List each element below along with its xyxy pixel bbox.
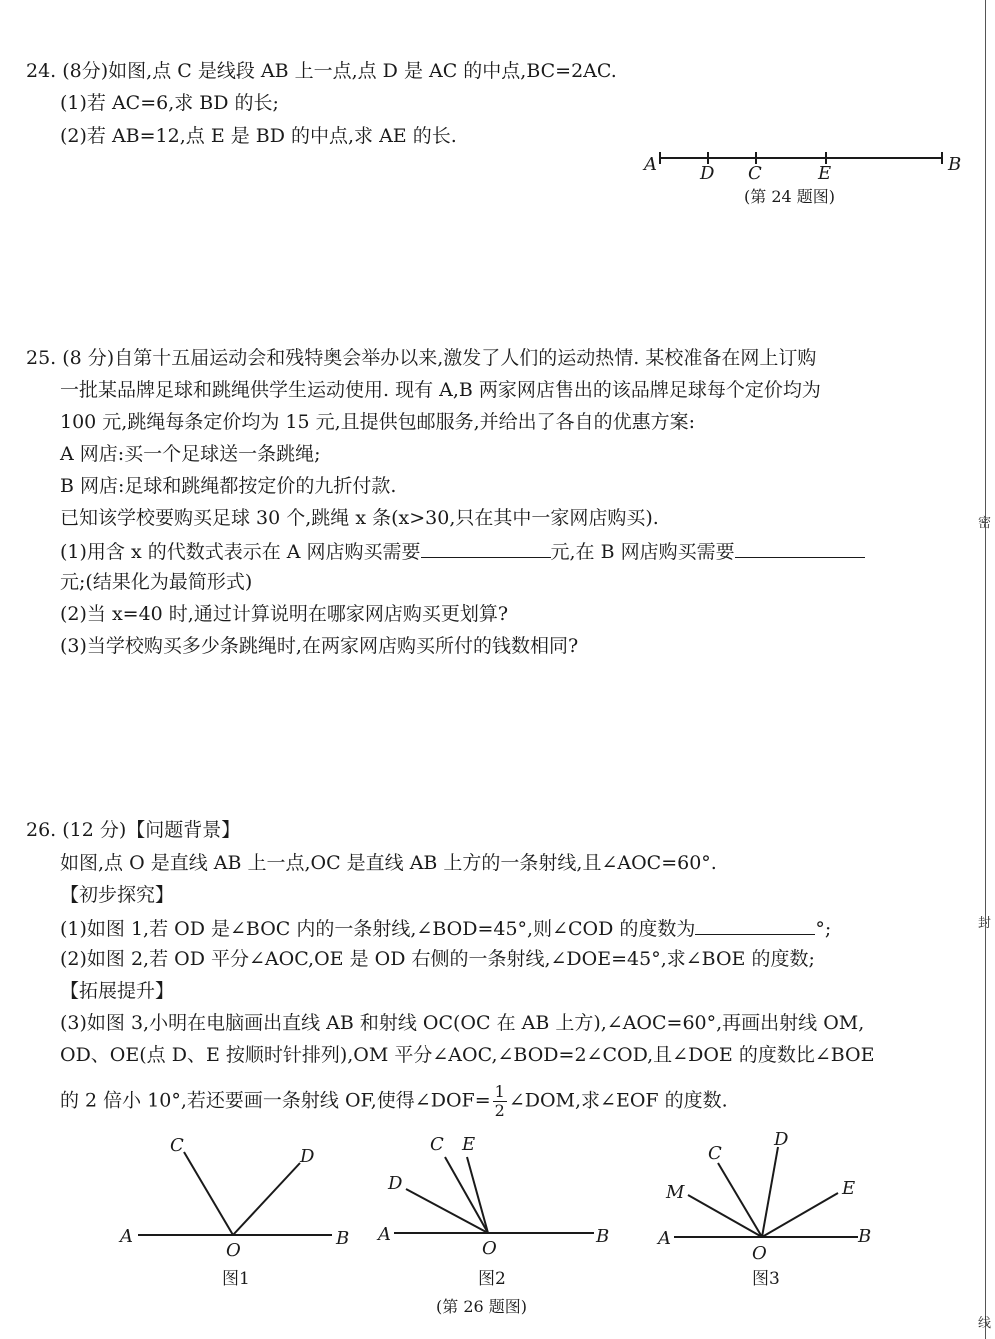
ray-oe bbox=[467, 1157, 488, 1233]
label-e: E bbox=[462, 1134, 476, 1155]
q26-part2: (2)如图 2,若 OD 平分∠AOC,OE 是 OD 右侧的一条射线,∠DOE=45°,求∠BOE 的度数; bbox=[60, 948, 815, 970]
label-d: D bbox=[774, 1129, 789, 1150]
label-d: D bbox=[388, 1173, 403, 1194]
fraction-one-half: $\frac{1}{2}$ bbox=[494, 1082, 505, 1120]
label-d: D bbox=[700, 163, 715, 184]
q26-line1: 26. (12 分)【问题背景】 bbox=[26, 819, 241, 841]
ray-od bbox=[233, 1163, 300, 1235]
q25-line2: 一批某品牌足球和跳绳供学生运动使用. 现有 A,B 两家网店售出的该品牌足球每个定价均为 bbox=[60, 379, 821, 401]
q24-figure-caption: (第 24 题图) bbox=[744, 187, 836, 206]
q26-section-extend: 【拓展提升】 bbox=[60, 980, 175, 1002]
q24-part2: (2)若 AB=12,点 E 是 BD 的中点,求 AE 的长. bbox=[60, 125, 457, 147]
q24-header: 24. (8分)如图,点 C 是线段 AB 上一点,点 D 是 AC 的中点,BC=2AC. bbox=[26, 60, 617, 82]
q25-part1-text-a: (1)用含 x 的代数式表示在 A 网店购买需要 bbox=[60, 541, 421, 563]
q26-figure2 bbox=[372, 1125, 622, 1260]
label-b: B bbox=[948, 154, 962, 175]
q25-part1-text-b: 元,在 B 网店购买需要 bbox=[550, 541, 735, 563]
q26-part3-line1: (3)如图 3,小明在电脑画出直线 AB 和射线 OC(OC 在 AB 上方),∠AOC=60°,再画出射线 OM, bbox=[60, 1012, 865, 1034]
q26-part3-line2: OD、OE(点 D、E 按顺时针排列),OM 平分∠AOC,∠BOD=2∠COD,且∠DOE 的度数比∠BOE bbox=[60, 1044, 875, 1066]
q25-part1-cont: 元;(结果化为最简形式) bbox=[60, 571, 253, 593]
ray-oc bbox=[718, 1163, 762, 1237]
label-c: C bbox=[170, 1135, 184, 1156]
figure3-name: 图3 bbox=[752, 1269, 780, 1289]
label-o: O bbox=[226, 1240, 241, 1260]
q26-section-explore: 【初步探究】 bbox=[60, 884, 175, 906]
label-e: E bbox=[842, 1178, 856, 1199]
q26-figure-caption: (第 26 题图) bbox=[436, 1297, 528, 1316]
ray-om bbox=[688, 1195, 762, 1237]
q25-part3: (3)当学校购买多少条跳绳时,在两家网店购买所付的钱数相同? bbox=[60, 635, 579, 657]
label-a: A bbox=[378, 1224, 391, 1245]
binding-mark-feng: 封 bbox=[978, 916, 992, 931]
q25-line4: A 网店:买一个足球送一条跳绳; bbox=[60, 443, 321, 465]
binding-margin-line bbox=[985, 0, 995, 1339]
q26-part1 bbox=[60, 914, 831, 942]
q26-part3-text-b: ∠DOM,求∠EOF 的度数. bbox=[508, 1089, 728, 1112]
binding-mark-mi: 密 bbox=[978, 516, 992, 531]
ray-oc bbox=[184, 1152, 233, 1235]
q25-answer-blank-b[interactable] bbox=[735, 537, 865, 558]
q26-part1-degree: °; bbox=[815, 918, 832, 940]
label-a: A bbox=[120, 1226, 133, 1247]
label-o: O bbox=[482, 1238, 497, 1259]
label-m: M bbox=[666, 1182, 685, 1203]
q25-line1: 25. (8 分)自第十五届运动会和残特奥会举办以来,激发了人们的运动热情. 某校准备在网上订购 bbox=[26, 347, 817, 369]
q25-part2: (2)当 x=40 时,通过计算说明在哪家网店购买更划算? bbox=[60, 603, 509, 625]
label-b: B bbox=[858, 1226, 872, 1247]
q24-part1: (1)若 AC=6,求 BD 的长; bbox=[60, 92, 279, 114]
q26-figure1 bbox=[110, 1125, 360, 1260]
q26-part3-text-a: 的 2 倍小 10°,若还要画一条射线 OF,使得∠DOF= bbox=[60, 1089, 491, 1112]
q25-line6: 已知该学校要购买足球 30 个,跳绳 x 条(x>30,只在其中一家网店购买). bbox=[60, 507, 659, 529]
binding-mark-xian: 线 bbox=[978, 1316, 992, 1331]
q26-line2: 如图,点 O 是直线 AB 上一点,OC 是直线 AB 上方的一条射线,且∠AOC=60°. bbox=[60, 852, 717, 874]
q26-figure3 bbox=[652, 1125, 892, 1260]
q25-line5: B 网店:足球和跳绳都按定价的九折付款. bbox=[60, 475, 397, 497]
q25-line3: 100 元,跳绳每条定价均为 15 元,且提供包邮服务,并给出了各自的优惠方案: bbox=[60, 411, 696, 433]
label-a: A bbox=[658, 1228, 671, 1249]
figure1-name: 图1 bbox=[222, 1269, 250, 1289]
label-d: D bbox=[300, 1146, 315, 1167]
q24-segment-figure bbox=[630, 140, 970, 220]
label-e: E bbox=[818, 163, 832, 184]
q25-part1 bbox=[60, 537, 865, 565]
label-o: O bbox=[752, 1243, 767, 1260]
figure2-name: 图2 bbox=[478, 1269, 506, 1289]
label-a: A bbox=[644, 154, 657, 175]
q25-answer-blank-a[interactable] bbox=[421, 537, 551, 558]
q26-part1-text: (1)如图 1,若 OD 是∠BOC 内的一条射线,∠BOD=45°,则∠COD 的度数为 bbox=[60, 918, 696, 940]
label-c: C bbox=[708, 1143, 722, 1164]
q26-answer-blank[interactable] bbox=[695, 914, 815, 935]
label-c: C bbox=[430, 1134, 444, 1155]
label-c: C bbox=[748, 163, 762, 184]
label-b: B bbox=[336, 1228, 350, 1249]
label-b: B bbox=[596, 1226, 610, 1247]
ray-oe bbox=[762, 1193, 838, 1237]
ray-od bbox=[762, 1147, 778, 1237]
q26-part3-line3 bbox=[60, 1083, 728, 1120]
